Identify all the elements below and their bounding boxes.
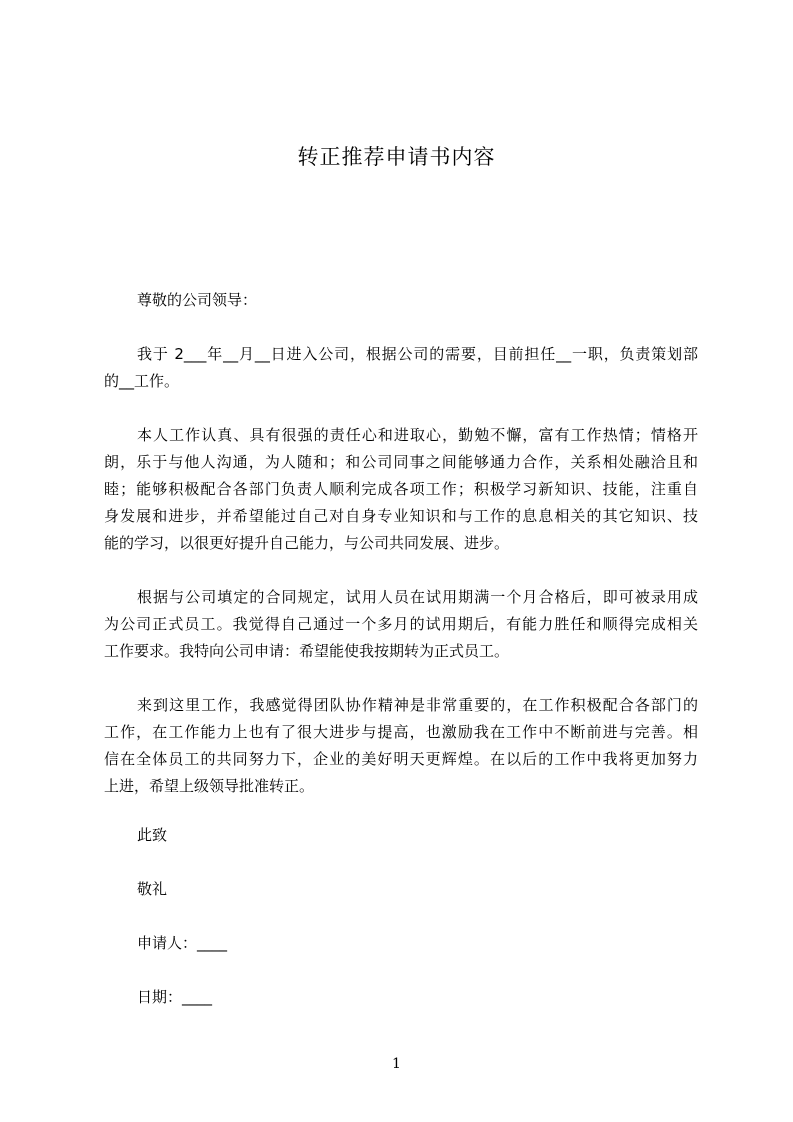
paragraph-2-line-4: 身发展和进步，并希望能过自己对自身专业知识和与工作的息息相关的其它知识、技: [104, 507, 698, 525]
page-number: 1: [392, 1056, 401, 1072]
paragraph-4-line-3: 信在全体员工的共同努力下，企业的美好明天更辉煌。在以后的工作中我将更加努力: [104, 750, 698, 768]
paragraph-3-line-1: 根据与公司填定的合同规定，试用人员在试用期满一个月合格后，即可被录用成: [137, 588, 698, 606]
applicant-signature-line: 申请人：____: [137, 934, 228, 952]
paragraph-2-line-5: 能的学习，以很更好提升自己能力，与公司共同发展、进步。: [104, 534, 510, 552]
paragraph-2-line-3: 睦；能够积极配合各部门负责人顺利完成各项工作；积极学习新知识、技能，注重自: [104, 480, 698, 498]
document-title: 转正推荐申请书内容: [297, 145, 496, 169]
closing-jingli: 敬礼: [137, 880, 168, 898]
date-line: 日期：____: [137, 988, 213, 1006]
salutation: 尊敬的公司领导：: [137, 291, 258, 309]
paragraph-4-line-1: 来到这里工作，我感觉得团队协作精神是非常重要的，在工作积极配合各部门的: [137, 696, 698, 714]
paragraph-3-line-3: 工作要求。我特向公司申请：希望能使我按期转为正式员工。: [104, 642, 510, 660]
paragraph-4-line-2: 工作，在工作能力上也有了很大进步与提高，也激励我在工作中不断前进与完善。相: [104, 723, 698, 741]
paragraph-2-line-1: 本人工作认真、具有很强的责任心和进取心，勤勉不懈，富有工作热情；情格开: [137, 426, 698, 444]
paragraph-3-line-2: 为公司正式员工。我觉得自己通过一个多月的试用期后，有能力胜任和顺得完成相关: [104, 615, 698, 633]
closing-cizhi: 此致: [137, 826, 168, 844]
paragraph-1-line-2: 的__工作。: [104, 372, 180, 390]
paragraph-1-line-1: 我于 2___年__月__日进入公司，根据公司的需要，目前担任__一职，负责策划部: [137, 345, 698, 363]
paragraph-2-line-2: 朗，乐于与他人沟通，为人随和；和公司同事之间能够通力合作，关系相处融洽且和: [104, 453, 698, 471]
paragraph-4-line-4: 上进，希望上级领导批准转正。: [104, 777, 315, 795]
